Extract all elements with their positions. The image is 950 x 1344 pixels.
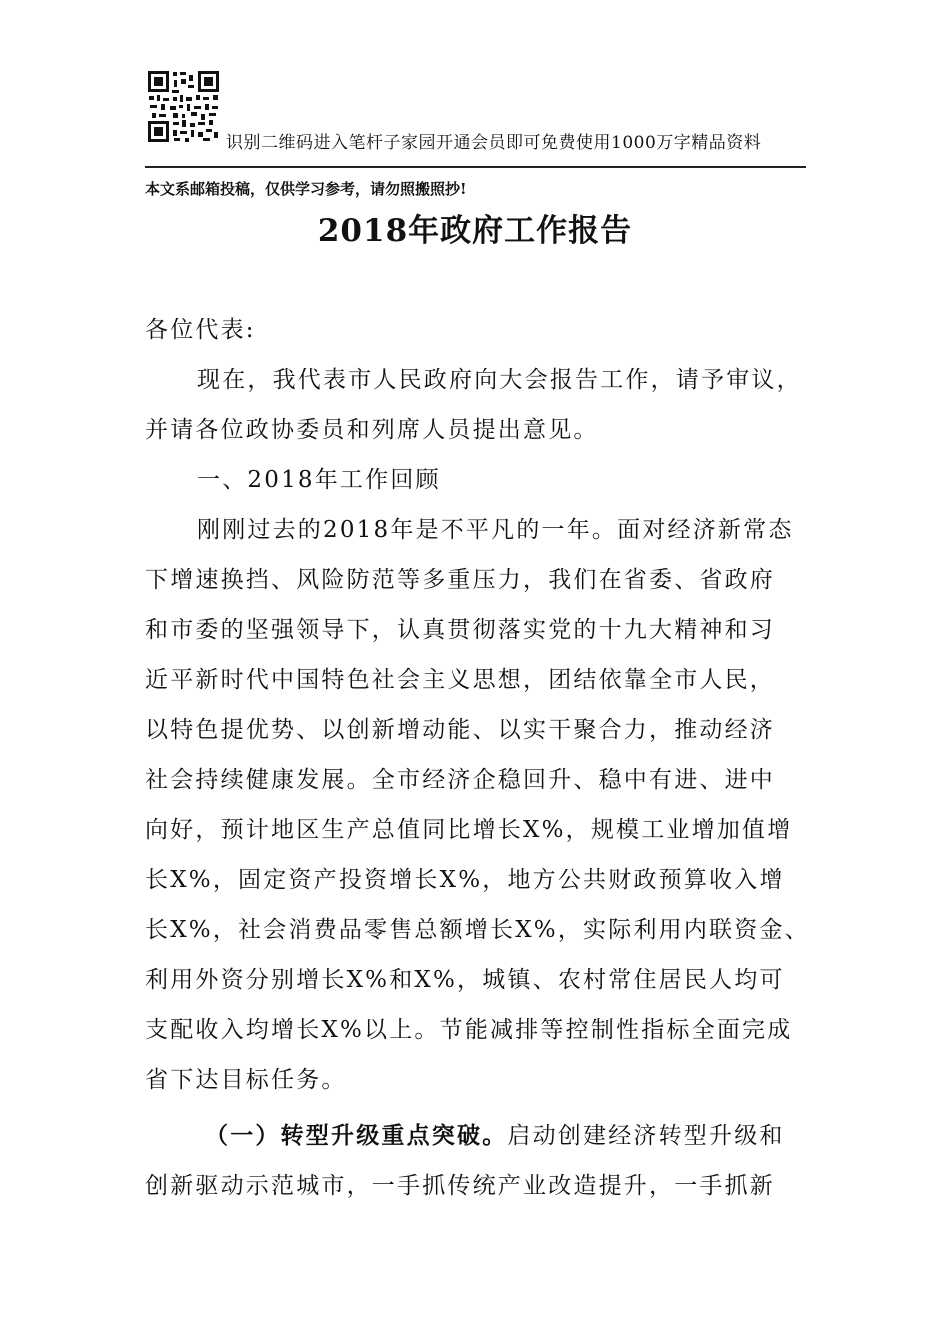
section-heading: 一、2018年工作回顾 — [197, 467, 441, 493]
submission-notice: 本文系邮箱投稿，仅供学习参考，请勿照搬照抄! — [145, 180, 467, 198]
intro-line: 现在，我代表市人民政府向大会报告工作，请予审议， — [197, 367, 802, 393]
subsection-text: 启动创建经济转型升级和 — [507, 1123, 785, 1149]
review-line: 社会持续健康发展。全市经济企稳回升、稳中有进、进中 — [145, 767, 775, 793]
document-title: 2018年政府工作报告 — [317, 213, 633, 249]
review-line: 长X%，固定资产投资增长X%，地方公共财政预算收入增 — [145, 867, 785, 893]
subsection-heading: （一）转型升级重点突破。 — [205, 1122, 508, 1149]
intro-line: 并请各位政协委员和列席人员提出意见。 — [145, 417, 599, 443]
review-line: 刚刚过去的2018年是不平凡的一年。面对经济新常态 — [197, 517, 794, 543]
qr-code — [147, 70, 220, 143]
document-body — [145, 305, 825, 1211]
subsection-line — [145, 1111, 825, 1161]
review-line: 省下达目标任务。 — [145, 1067, 347, 1093]
review-line: 利用外资分别增长X%和X%，城镇、农村常住居民人均可 — [145, 967, 785, 993]
header-promo-text: 识别二维码进入笔杆子家园开通会员即可免费使用1000万字精品资料 — [226, 133, 762, 153]
header-divider — [145, 166, 806, 168]
review-line: 以特色提优势、以创新增动能、以实干聚合力，推动经济 — [145, 717, 775, 743]
review-line: 支配收入均增长X%以上。节能减排等控制性指标全面完成 — [145, 1017, 793, 1043]
salutation: 各位代表: — [145, 317, 256, 343]
review-line: 近平新时代中国特色社会主义思想，团结依靠全市人民， — [145, 667, 775, 693]
review-line: 下增速换挡、风险防范等多重压力，我们在省委、省政府 — [145, 567, 775, 593]
subsection-line: 创新驱动示范城市，一手抓传统产业改造提升，一手抓新 — [145, 1173, 775, 1199]
review-line: 长X%，社会消费品零售总额增长X%，实际利用内联资金、 — [145, 917, 810, 943]
review-line: 和市委的坚强领导下，认真贯彻落实党的十九大精神和习 — [145, 617, 775, 643]
review-line: 向好，预计地区生产总值同比增长X%，规模工业增加值增 — [145, 817, 793, 843]
